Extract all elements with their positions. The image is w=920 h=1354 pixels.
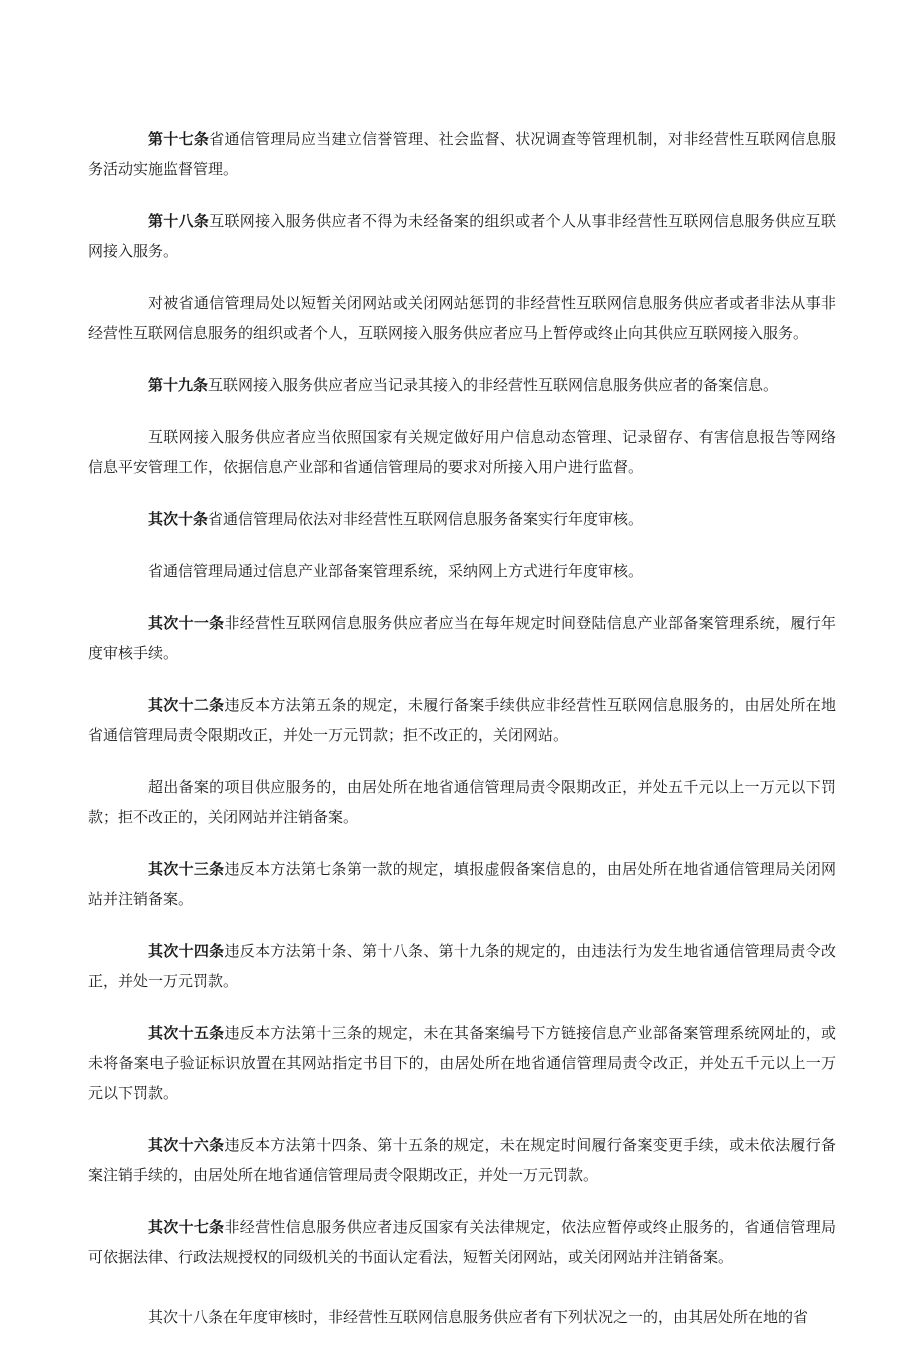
- article-22: [88, 690, 836, 750]
- article-24: [88, 936, 836, 996]
- article-19: [88, 370, 836, 400]
- article-label: 其次十七条: [148, 1218, 225, 1236]
- article-20-paragraph-2: [88, 556, 836, 586]
- article-text: 互联网接入服务供应者不得为未经备案的组织或者个人从事非经营性互联网信息服务供应互联网接入服务。: [88, 212, 836, 260]
- document-page: [88, 124, 836, 1354]
- article-21: [88, 608, 836, 668]
- article-text: 非经营性信息服务供应者违反国家有关法律规定，依法应暂停或终止服务的，省通信管理局可依据法律、行政法规授权的同级机关的书面认定看法，短暂关闭网站，或关闭网站并注销备案。: [88, 1218, 836, 1266]
- article-19-paragraph-2: [88, 422, 836, 482]
- article-text: 省通信管理局依法对非经营性互联网信息服务备案实行年度审核。: [208, 510, 644, 528]
- article-26: [88, 1130, 836, 1190]
- article-label: 第十九条: [148, 376, 209, 394]
- article-label: 其次十条: [148, 510, 209, 528]
- article-text: 违反本方法第十四条、第十五条的规定，未在规定时间履行备案变更手续，或未依法履行备案注销手续的，由居处所在地省通信管理局责令限期改正，并处一万元罚款。: [88, 1136, 836, 1184]
- article-23: [88, 854, 836, 914]
- article-label: 其次十六条: [148, 1136, 225, 1154]
- paragraph-text: 对被省通信管理局处以短暂关闭网站或关闭网站惩罚的非经营性互联网信息服务供应者或者非法从事非经营性互联网信息服务的组织或者个人，互联网接入服务供应者应马上暂停或终止向其供应互联网接入服务。: [88, 294, 836, 342]
- paragraph-text: 省通信管理局通过信息产业部备案管理系统，采纳网上方式进行年度审核。: [148, 562, 644, 580]
- article-text: 违反本方法第十条、第十八条、第十九条的规定的，由违法行为发生地省通信管理局责令改正，并处一万元罚款。: [88, 942, 836, 990]
- article-22-paragraph-2: [88, 772, 836, 832]
- article-28: [88, 1302, 836, 1332]
- article-20: [88, 504, 836, 534]
- article-text: 违反本方法第五条的规定，未履行备案手续供应非经营性互联网信息服务的，由居处所在地省通信管理局责令限期改正，并处一万元罚款；拒不改正的，关闭网站。: [88, 696, 836, 744]
- article-18-paragraph-2: [88, 288, 836, 348]
- article-18: [88, 206, 836, 266]
- article-label: 第十八条: [148, 212, 210, 230]
- article-17: [88, 124, 836, 184]
- article-text: 省通信管理局应当建立信誉管理、社会监督、状况调查等管理机制，对非经营性互联网信息服务活动实施监督管理。: [88, 130, 836, 178]
- paragraph-text: 超出备案的项目供应服务的，由居处所在地省通信管理局责令限期改正，并处五千元以上一万元以下罚款；拒不改正的，关闭网站并注销备案。: [88, 778, 836, 826]
- article-label: 其次十五条: [148, 1024, 225, 1042]
- paragraph-text: 其次十八条在年度审核时，非经营性互联网信息服务供应者有下列状况之一的，由其居处所在地的省: [148, 1308, 809, 1326]
- article-label: 其次十一条: [148, 614, 225, 632]
- article-25: [88, 1018, 836, 1108]
- article-text: 违反本方法第十三条的规定，未在其备案编号下方链接信息产业部备案管理系统网址的，或未将备案电子验证标识放置在其网站指定书目下的，由居处所在地省通信管理局责令改正，并处五千元以上一万元以下罚款。: [88, 1024, 836, 1102]
- paragraph-text: 互联网接入服务供应者应当依照国家有关规定做好用户信息动态管理、记录留存、有害信息报告等网络信息平安管理工作，依据信息产业部和省通信管理局的要求对所接入用户进行监督。: [88, 428, 836, 476]
- article-text: 非经营性互联网信息服务供应者应当在每年规定时间登陆信息产业部备案管理系统，履行年度审核手续。: [88, 614, 836, 662]
- article-text: 互联网接入服务供应者应当记录其接入的非经营性互联网信息服务供应者的备案信息。: [208, 376, 779, 394]
- article-27: [88, 1212, 836, 1272]
- article-label: 其次十二条: [148, 696, 225, 714]
- article-label: 其次十三条: [148, 860, 225, 878]
- article-label: 第十七条: [148, 130, 210, 148]
- article-label: 其次十四条: [148, 942, 225, 960]
- article-text: 违反本方法第七条第一款的规定，填报虚假备案信息的，由居处所在地省通信管理局关闭网站并注销备案。: [88, 860, 836, 908]
